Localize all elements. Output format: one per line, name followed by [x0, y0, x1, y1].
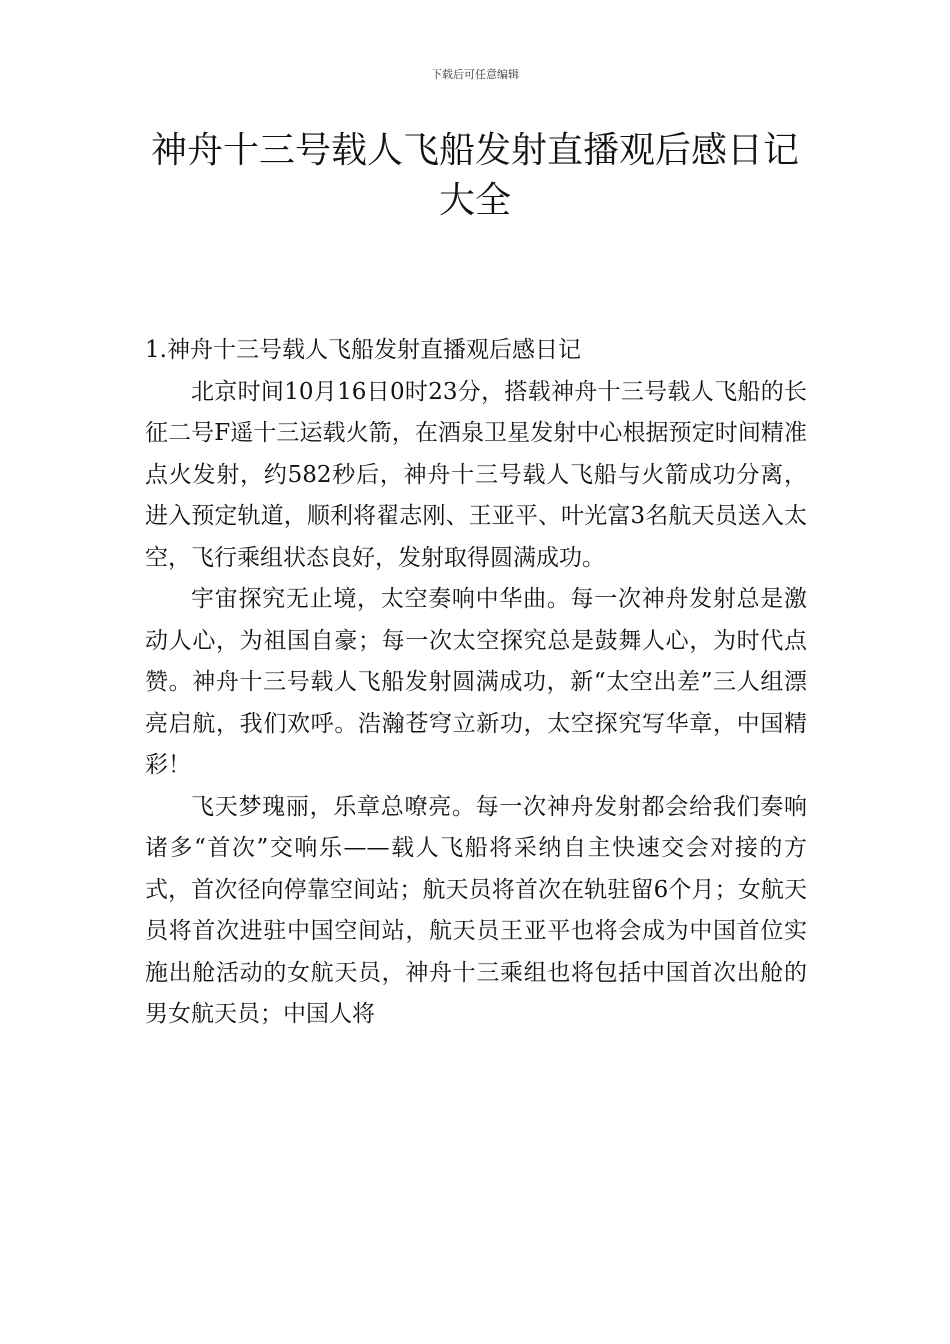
- page-title: [100, 126, 850, 226]
- section-heading: 1.神舟十三号载人飞船发射直播观后感日记: [145, 337, 581, 363]
- page-title-line-1: 神舟十三号载人飞船发射直播观后感日记: [150, 130, 799, 171]
- paragraph: 北京时间10月16日0时23分，搭载神舟十三号载人飞船的长征二号F遥十三运载火箭，在酒泉卫星发射中心根据预定时间精准点火发射，约582秒后，神舟十三号载人飞船与火箭成功分离，进入预定轨道，顺利将翟志刚、王亚平、叶光富3名航天员送入太空，飞行乘组状态良好，发射取得圆满成功。: [145, 378, 807, 571]
- paragraph: 飞天梦瑰丽，乐章总嘹亮。每一次神舟发射都会给我们奏响诸多“首次”交响乐——载人飞船将采纳自主快速交会对接的方式，首次径向停靠空间站；航天员将首次在轨驻留6个月；女航天员将首次进驻中国空间站，航天员王亚平也将会成为中国首位实施出舱活动的女航天员，神舟十三乘组也将包括中国首次出舱的男女航天员；中国人将: [145, 793, 807, 1027]
- document-body: [145, 330, 807, 1036]
- header-note: 下载后可任意编辑: [431, 68, 519, 81]
- paragraph: 宇宙探究无止境，太空奏响中华曲。每一次神舟发射总是激动人心，为祖国自豪；每一次太空探究总是鼓舞人心，为时代点赞。神舟十三号载人飞船发射圆满成功，新“太空出差”三人组漂亮启航，我们欢呼。浩瀚苍穹立新功，太空探究写华章，中国精彩！: [145, 586, 807, 778]
- page-title-line-2: 大全: [438, 180, 511, 221]
